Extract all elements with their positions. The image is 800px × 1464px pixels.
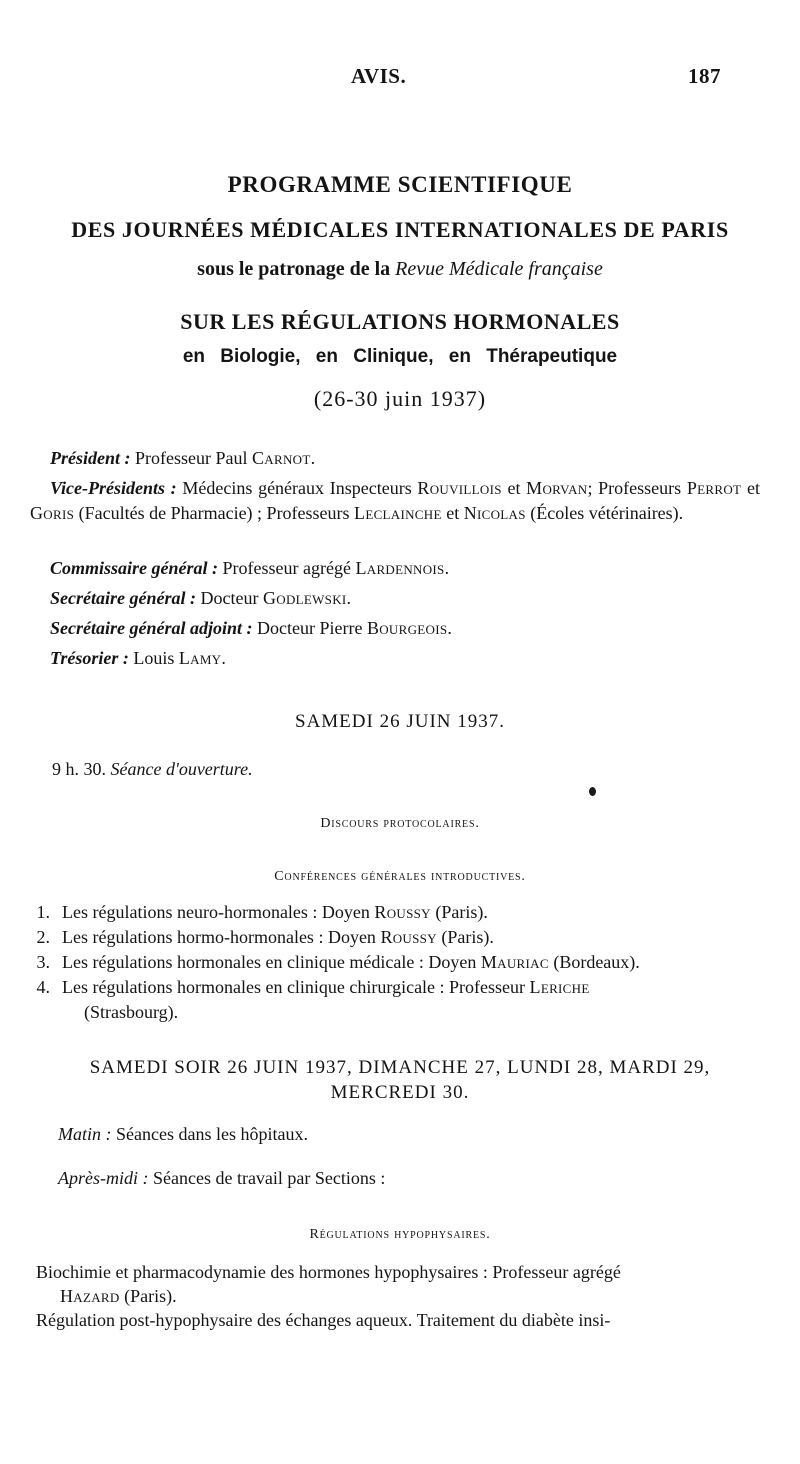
tresorier-role: Trésorier :: [50, 648, 129, 668]
vp-text6: et: [446, 503, 460, 523]
list-item-3-suffix: (Bordeaux).: [553, 952, 640, 972]
running-head-title: AVIS.: [351, 64, 407, 88]
conferences-heading: Conférences générales introductives.: [274, 869, 526, 884]
saturday-title: SAMEDI 26 JUIN 1937.: [295, 711, 505, 732]
list-item-4-text: Les régulations hormonales en clinique chirurgicale : Professeur: [62, 977, 526, 997]
adjoint-text: Docteur Pierre: [256, 618, 363, 638]
vp-role: Vice-Présidents :: [50, 478, 177, 498]
opening-session-line: [52, 757, 253, 782]
president-name: Carnot.: [251, 448, 316, 468]
morning-line: [58, 1122, 308, 1147]
vp-name-nicolas: Nicolas: [463, 503, 526, 523]
list-item-2-name: Roussy: [380, 927, 437, 947]
afternoon-text: Séances de travail par Sections :: [152, 1168, 386, 1188]
topic-title: SUR LES RÉGULATIONS HORMONALES: [180, 309, 620, 334]
afternoon-role: Après-midi :: [58, 1168, 149, 1188]
morning-text: Séances dans les hôpitaux.: [116, 1124, 308, 1144]
entry-1-suffix: (Paris).: [124, 1286, 177, 1306]
entry-2-line: Régulation post-hypophysaire des échanges aqueux. Traitement du diabète insi-: [36, 1310, 611, 1330]
tresorier-line: [50, 646, 226, 671]
ink-spot: [589, 787, 596, 796]
list-item-2-text: Les régulations hormo-hormonales : Doyen: [62, 927, 376, 947]
vp-text5: (Facultés de Pharmacie) ; Professeurs: [78, 503, 350, 523]
opening-time: 9 h. 30.: [52, 759, 106, 779]
list-item-1-name: Roussy: [374, 902, 431, 922]
vp-text7: (Écoles vétérinaires).: [530, 503, 684, 523]
vp-name-morvan: Morvan: [526, 478, 588, 498]
list-item-4-suffix: (Strasbourg).: [84, 1002, 179, 1022]
secretaire-name: Godlewski.: [262, 588, 352, 608]
list-item-4: [62, 977, 590, 998]
commissaire-role: Commissaire général :: [50, 558, 219, 578]
vp-text4: et: [747, 478, 760, 498]
patronage-prefix: sous le patronage de la: [197, 258, 391, 280]
vp-text1: Médecins généraux Inspecteurs: [182, 478, 412, 498]
patronage-line: [0, 258, 800, 281]
tresorier-text: Louis: [133, 648, 175, 668]
secretaire-text: Docteur: [200, 588, 259, 608]
president-text: Professeur Paul: [135, 448, 248, 468]
vp-text2: et: [507, 478, 521, 498]
vp-name-perrot: Perrot: [686, 478, 742, 498]
list-item-3-number: 3.: [36, 952, 50, 972]
adjoint-line: [50, 616, 452, 641]
adjoint-role: Secrétaire général adjoint :: [50, 618, 253, 638]
opening-label: Séance d'ouverture.: [110, 759, 253, 779]
fields-line: en Biologie, en Clinique, en Thérapeutique: [182, 346, 618, 367]
afternoon-line: [58, 1166, 385, 1191]
week-title-line2: MERCREDI 30.: [330, 1082, 470, 1103]
list-item-4-number: 4.: [36, 977, 50, 997]
list-item-3-name: Mauriac: [480, 952, 549, 972]
commissaire-name: Lardennois.: [355, 558, 450, 578]
tresorier-name: Lamy.: [178, 648, 227, 668]
week-title-line1: SAMEDI SOIR 26 JUIN 1937, DIMANCHE 27, LUNDI 28, MARDI 29,: [89, 1057, 711, 1078]
vp-text3: ; Professeurs: [587, 478, 682, 498]
president-line: [50, 446, 315, 471]
secretaire-role: Secrétaire général :: [50, 588, 196, 608]
section-title-hypophysaires: Régulations hypophysaires.: [309, 1227, 491, 1242]
vp-name-rouvillois: Rouvillois: [417, 478, 502, 498]
list-item-1-number: 1.: [36, 902, 50, 922]
congress-dates: (26-30 juin 1937): [313, 386, 487, 411]
list-item-3: [62, 952, 640, 973]
secretaire-line: [50, 586, 351, 611]
list-item-1-suffix: (Paris).: [435, 902, 488, 922]
adjoint-name: Bourgeois.: [366, 618, 453, 638]
journees-title: DES JOURNÉES MÉDICALES INTERNATIONALES DE PARIS: [71, 217, 729, 242]
list-item-3-text: Les régulations hormonales en clinique médicale : Doyen: [62, 952, 477, 972]
list-item-1-text: Les régulations neuro-hormonales : Doyen: [62, 902, 370, 922]
programme-title: PROGRAMME SCIENTIFIQUE: [227, 172, 573, 197]
morning-role: Matin :: [58, 1124, 112, 1144]
list-item-2-suffix: (Paris).: [441, 927, 494, 947]
commissaire-line: [50, 556, 449, 581]
page-number: 187: [688, 64, 721, 88]
president-role: Président :: [50, 448, 131, 468]
vp-name-leclainche: Leclainche: [354, 503, 442, 523]
entry-1-name: Hazard: [60, 1286, 120, 1306]
entry-1-line2: [60, 1284, 177, 1309]
vp-name-goris: Goris: [30, 503, 75, 523]
journal-name: Revue Médicale française: [395, 258, 603, 280]
vice-presidents-paragraph: [30, 476, 760, 526]
entry-1-line1: Biochimie et pharmacodynamie des hormones hypophysaires : Professeur agrégé: [36, 1262, 621, 1282]
commissaire-text: Professeur agrégé: [222, 558, 351, 578]
list-item-1: [62, 902, 488, 923]
list-item-2-number: 2.: [36, 927, 50, 947]
list-item-4-name: Leriche: [529, 977, 590, 997]
discours-heading: Discours protocolaires.: [320, 816, 480, 831]
list-item-2: [62, 927, 494, 948]
